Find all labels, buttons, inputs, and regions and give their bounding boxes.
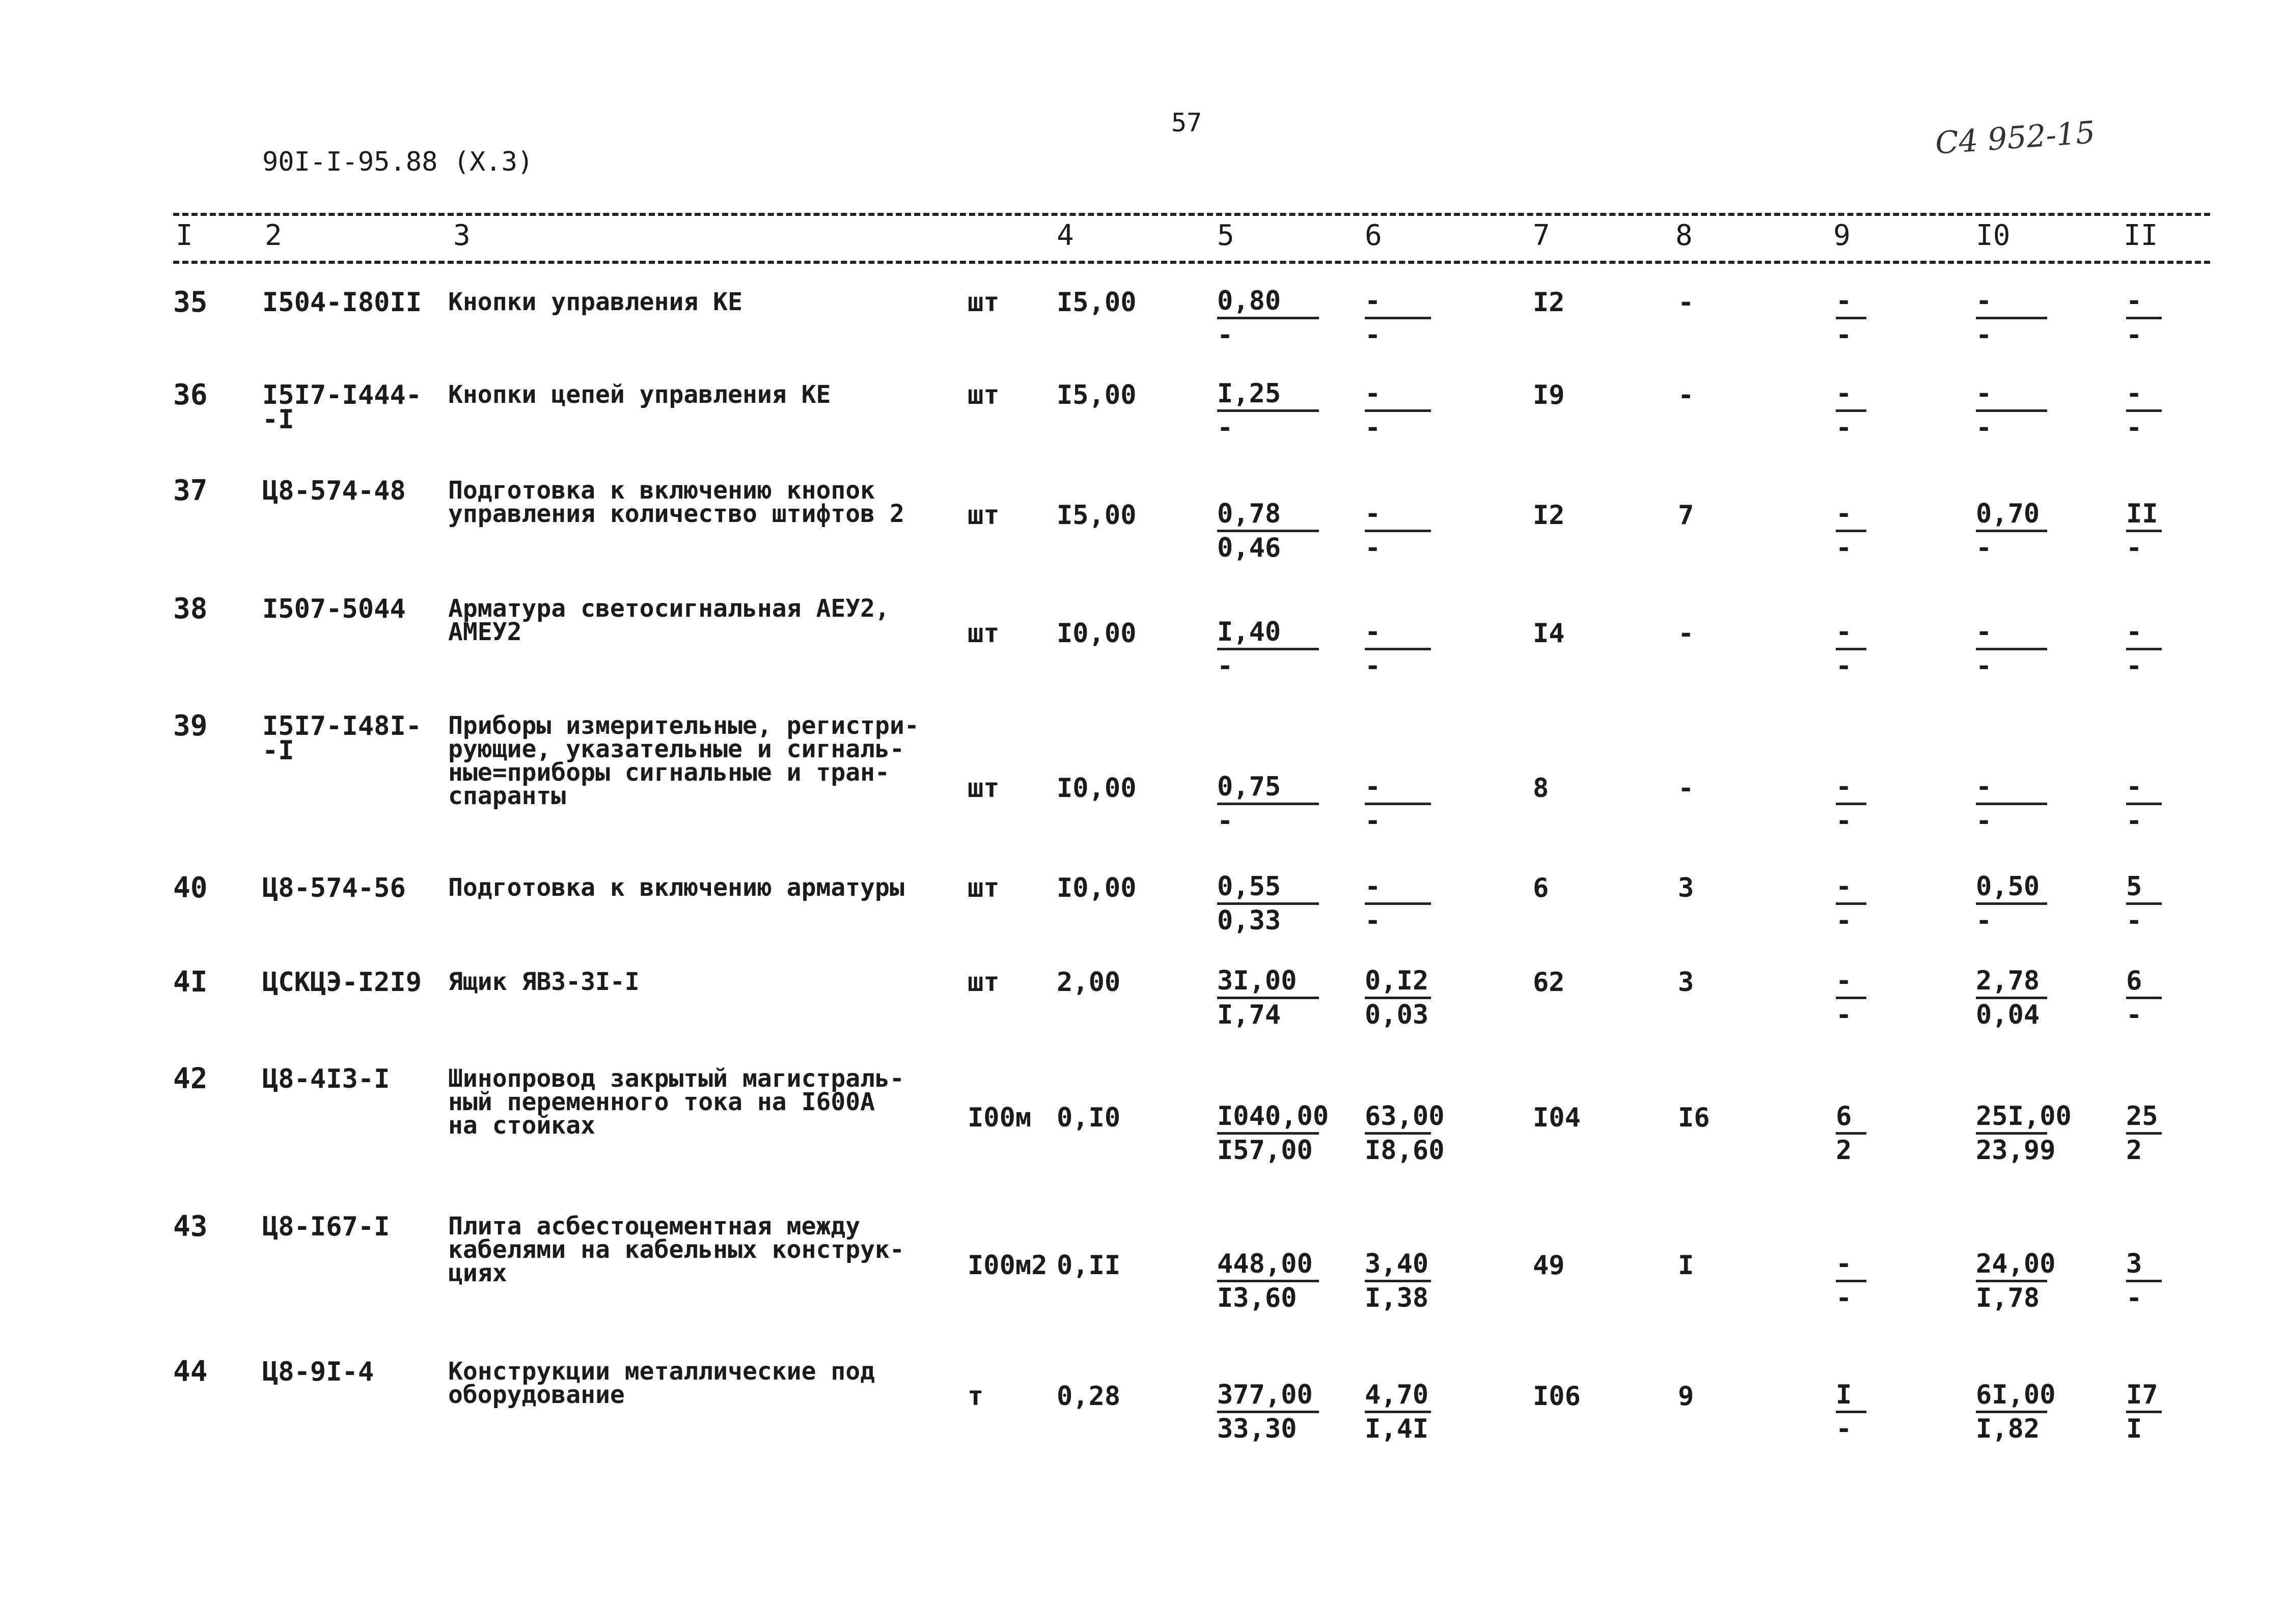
col10-value-bar [1976,1132,2047,1135]
col9-value-denominator: - [1836,1283,1852,1313]
col6-value-denominator: 0,03 [1365,1000,1429,1030]
col6-value-denominator: I,4I [1365,1414,1429,1444]
col6-value [1365,1382,1431,1442]
col10-value [1976,619,2047,679]
col6-value-denominator: - [1365,651,1381,681]
col10-value-numerator: 2,78 [1976,966,2040,996]
col9-value-numerator: - [1836,871,1852,902]
col11-value [2126,288,2162,348]
col11-value-numerator: 5 [2126,871,2142,902]
col9-value-bar [1836,1280,1866,1282]
row-code: Ц8-I67-I [262,1212,390,1242]
col11-value-bar [2126,902,2162,905]
col6-value [1365,1101,1445,1166]
col11-value-denominator: 2 [2126,1135,2142,1166]
row-unit: шт [968,287,1000,318]
col11-value-bar [2126,648,2162,650]
col11-value-numerator: I7 [2126,1380,2158,1410]
row-quantity: 0,I0 [1057,1103,1121,1133]
col11-value-bar [2126,803,2162,805]
col8-value: 3 [1678,873,1694,903]
col9-value-numerator: 6 [1836,1101,1852,1132]
col6-value-bar [1365,648,1431,650]
header-col-7: 7 [1533,219,1550,252]
col5-value-numerator: I,25 [1217,378,1281,409]
col5-value [1217,774,1319,834]
header-col-2: 2 [265,219,282,252]
col6-value-numerator: 4,70 [1365,1380,1429,1410]
col5-value-bar [1217,997,1319,999]
col11-value-numerator: II [2126,499,2158,529]
col7-value: I4 [1533,618,1565,649]
row-unit: шт [968,873,1000,903]
col9-value-bar [1836,648,1866,650]
col9-value [1836,288,1866,348]
col9-value [1836,871,1866,936]
col5-value [1217,1382,1319,1442]
col7-value: I04 [1533,1103,1581,1133]
col8-value: I6 [1678,1103,1710,1133]
col9-value-denominator: - [1836,905,1852,936]
col10-value-denominator: - [1976,806,1992,836]
col10-value-bar [1976,803,2047,805]
row-number: 43 [173,1210,208,1243]
col5-value [1217,871,1319,936]
col6-value [1365,774,1431,834]
col5-value-numerator: 377,00 [1217,1380,1313,1410]
row-quantity: I0,00 [1057,773,1137,804]
col5-value-denominator: 0,33 [1217,905,1281,936]
col10-value [1976,774,2047,834]
col11-value-numerator: 3 [2126,1249,2142,1279]
header-col-6: 6 [1365,219,1382,252]
col7-value: I06 [1533,1381,1581,1412]
col10-value [1976,1380,2056,1444]
col11-value-denominator: - [2126,1000,2142,1030]
col5-value-denominator: 33,30 [1217,1414,1297,1444]
document-code: 90I-I-95.88 (X.3) [262,147,534,177]
col9-value-bar [1836,530,1866,532]
col6-value-denominator: I8,60 [1365,1135,1445,1166]
row-name: Конструкции металлические под оборудование [448,1357,875,1409]
col5-value [1217,501,1319,561]
col9-value-denominator: - [1836,1414,1852,1444]
col10-value-bar [1976,530,2047,532]
row-code: Ц8-9I-4 [262,1357,374,1387]
row-unit: шт [968,380,1000,410]
col10-value [1976,288,2047,348]
col5-value-denominator: I3,60 [1217,1283,1297,1313]
col5-value-denominator: I,74 [1217,1000,1281,1030]
col6-value-bar [1365,1411,1431,1413]
col11-value-bar [2126,1280,2162,1282]
row-quantity: 0,28 [1057,1381,1121,1412]
col9-value-denominator: - [1836,533,1852,563]
col5-value-numerator: 0,75 [1217,772,1281,802]
row-number: 42 [173,1062,208,1095]
col5-value-bar [1217,1411,1319,1413]
col7-value: I9 [1533,380,1565,410]
row-number: 39 [173,709,208,742]
col5-value-numerator: 0,78 [1217,499,1281,529]
col6-value [1365,378,1431,443]
row-unit: шт [968,618,1000,649]
col10-value-numerator: 24,00 [1976,1249,2056,1279]
col6-value [1365,871,1431,936]
col6-value-denominator: - [1365,320,1381,350]
col5-value-denominator: 0,46 [1217,533,1281,563]
header-col-10: I0 [1976,219,2010,252]
col8-value: 7 [1678,500,1694,531]
col6-value-numerator: 3,40 [1365,1249,1429,1279]
row-unit: т [968,1381,984,1412]
col10-value-numerator: - [1976,378,1992,409]
col5-value-denominator: I57,00 [1217,1135,1313,1166]
col9-value [1836,968,1866,1028]
header-col-5: 5 [1217,219,1234,252]
col11-value-denominator: - [2126,905,2142,936]
col10-value [1976,1101,2072,1166]
col9-value-denominator: - [1836,806,1852,836]
row-quantity: 2,00 [1057,967,1121,998]
col9-value [1836,774,1866,834]
col6-value [1365,288,1431,348]
col11-value [2126,501,2162,561]
col5-value [1217,288,1319,348]
col6-value-numerator: - [1365,617,1381,647]
col10-value-bar [1976,1280,2047,1282]
col6-value-numerator: 63,00 [1365,1101,1445,1132]
col10-value-numerator: 0,50 [1976,871,2040,902]
col11-value [2126,871,2162,936]
row-quantity: 0,II [1057,1250,1121,1281]
col10-value-bar [1976,409,2047,412]
header-col-3: 3 [453,219,471,252]
col9-value [1836,378,1866,443]
row-name: Шинопровод закрытый магистраль- ный переменного тока на I600А на стойках [448,1064,904,1140]
col8-value: 9 [1678,1381,1694,1412]
col5-value-denominator: - [1217,320,1233,350]
col6-value-denominator: - [1365,412,1381,443]
col6-value-bar [1365,317,1431,319]
header-col-9: 9 [1833,219,1851,252]
row-quantity: I5,00 [1057,287,1137,318]
col6-value [1365,1251,1431,1311]
row-code: Ц8-574-48 [262,476,406,506]
col5-value-denominator: - [1217,412,1233,443]
col8-value: - [1678,773,1694,804]
col5-value-bar [1217,530,1319,532]
col10-value-denominator: 23,99 [1976,1135,2056,1166]
col6-value-denominator: - [1365,533,1381,563]
row-code: I507-5044 [262,594,406,624]
col9-value [1836,501,1866,561]
page-number: 57 [1171,108,1202,137]
col6-value-bar [1365,1280,1431,1282]
col9-value-bar [1836,1132,1866,1135]
col9-value-bar [1836,317,1866,319]
col10-value-numerator: 6I,00 [1976,1380,2056,1410]
row-unit: шт [968,500,1000,531]
col6-value-bar [1365,902,1431,905]
col6-value-numerator: - [1365,378,1381,409]
row-quantity: I5,00 [1057,500,1137,531]
row-code: I504-I80II [262,287,422,318]
col5-value [1217,1101,1329,1166]
col9-value-denominator: - [1836,412,1852,443]
col11-value-bar [2126,409,2162,412]
col11-value-numerator: - [2126,617,2142,647]
col7-value: I2 [1533,287,1565,318]
row-name: Ящик ЯВЗ-3I-I [448,968,640,996]
row-name: Подготовка к включению кнопок управления количество штифтов 2 [448,476,904,528]
col6-value-bar [1365,803,1431,805]
col6-value [1365,501,1431,561]
col6-value-numerator: 0,I2 [1365,966,1429,996]
col9-value [1836,619,1866,679]
col11-value [2126,1382,2162,1442]
col11-value [2126,1251,2162,1311]
col9-value-numerator: - [1836,378,1852,409]
col9-value-numerator: - [1836,499,1852,529]
col11-value-denominator: - [2126,320,2142,350]
col10-value [1976,871,2047,936]
col6-value [1365,968,1431,1028]
col9-value [1836,1101,1866,1166]
col10-value-bar [1976,648,2047,650]
row-code: I5I7-I444- -I [262,380,422,435]
col10-value-denominator: - [1976,533,1992,563]
col10-value-bar [1976,317,2047,319]
col9-value-numerator: - [1836,286,1852,316]
col9-value-numerator: - [1836,1249,1852,1279]
col5-value [1217,1251,1319,1311]
col11-value-numerator: 25 [2126,1101,2158,1132]
col6-value-numerator: - [1365,499,1381,529]
col6-value [1365,619,1431,679]
col9-value-bar [1836,803,1866,805]
col5-value-bar [1217,1132,1319,1135]
col11-value-numerator: - [2126,772,2142,802]
col9-value-numerator: - [1836,617,1852,647]
col9-value-bar [1836,902,1866,905]
col5-value-numerator: I040,00 [1217,1101,1329,1132]
col10-value-denominator: - [1976,651,1992,681]
col10-value [1976,501,2047,561]
col11-value-denominator: - [2126,806,2142,836]
col10-value-denominator: I,82 [1976,1414,2040,1444]
row-unit: I00м2 [968,1250,1048,1281]
col6-value-bar [1365,1132,1431,1135]
row-name: Плита асбестоцементная между кабелями на кабельных конструк- циях [448,1212,904,1287]
col7-value: 8 [1533,773,1549,804]
header-bottom-rule [173,261,2210,264]
col11-value [2126,774,2162,834]
col6-value-bar [1365,997,1431,999]
col7-value: 62 [1533,967,1565,998]
col11-value-denominator: I [2126,1414,2142,1444]
header-col-11: II [2124,219,2158,252]
col5-value-denominator: - [1217,651,1233,681]
row-number: 38 [173,592,208,625]
row-number: 44 [173,1355,208,1388]
col10-value-denominator: - [1976,905,1992,936]
handwritten-reference: С4 952-15 [1934,115,2097,161]
col10-value-numerator: 0,70 [1976,499,2040,529]
col10-value-numerator: - [1976,286,1992,316]
col7-value: 6 [1533,873,1549,903]
col9-value-bar [1836,997,1866,999]
col6-value-denominator: - [1365,806,1381,836]
row-code: Ц8-4I3-I [262,1064,390,1094]
row-number: 35 [173,286,208,319]
row-code: ЦСКЦЭ-I2I9 [262,967,422,998]
col6-value-numerator: - [1365,772,1381,802]
col9-value-denominator: - [1836,1000,1852,1030]
col5-value-bar [1217,409,1319,412]
col11-value-bar [2126,1132,2162,1135]
col11-value-numerator: - [2126,378,2142,409]
col5-value-bar [1217,902,1319,905]
row-name: Кнопки цепей управления КЕ [448,380,831,409]
col10-value-numerator: - [1976,772,1992,802]
col11-value-denominator: - [2126,533,2142,563]
col5-value-bar [1217,317,1319,319]
col7-value: I2 [1533,500,1565,531]
col6-value-numerator: - [1365,286,1381,316]
row-name: Кнопки управления КЕ [448,288,742,316]
col11-value-numerator: - [2126,286,2142,316]
col9-value-denominator: 2 [1836,1135,1852,1166]
row-unit: шт [968,967,1000,998]
col5-value-bar [1217,803,1319,805]
col11-value [2126,968,2162,1028]
col9-value-bar [1836,1411,1866,1413]
col11-value-bar [2126,317,2162,319]
col11-value-bar [2126,997,2162,999]
col10-value-denominator: - [1976,320,1992,350]
row-quantity: I5,00 [1057,380,1137,410]
col5-value-numerator: 448,00 [1217,1249,1313,1279]
row-code: Ц8-574-56 [262,873,406,903]
header-top-rule [173,213,2210,216]
col8-value: 3 [1678,967,1694,998]
col5-value-numerator: 3I,00 [1217,966,1297,996]
col9-value-denominator: - [1836,320,1852,350]
col10-value [1976,1249,2056,1313]
col11-value-numerator: 6 [2126,966,2142,996]
col9-value-numerator: - [1836,966,1852,996]
col10-value-bar [1976,902,2047,905]
col10-value-denominator: 0,04 [1976,1000,2040,1030]
col9-value-numerator: I [1836,1380,1852,1410]
col8-value: - [1678,618,1694,649]
col11-value-bar [2126,1411,2162,1413]
row-unit: I00м [968,1103,1032,1133]
col11-value-denominator: - [2126,1283,2142,1313]
col9-value-denominator: - [1836,651,1852,681]
col10-value-denominator: I,78 [1976,1283,2040,1313]
col6-value-denominator: I,38 [1365,1283,1429,1313]
col5-value-bar [1217,648,1319,650]
row-code: I5I7-I48I- -I [262,711,422,766]
row-number: 40 [173,871,208,904]
col5-value [1217,619,1319,679]
col10-value-numerator: 25I,00 [1976,1101,2072,1132]
col11-value [2126,1101,2162,1166]
col11-value [2126,619,2162,679]
col6-value-bar [1365,409,1431,412]
col5-value-bar [1217,1280,1319,1282]
row-quantity: I0,00 [1057,873,1137,903]
col11-value-bar [2126,530,2162,532]
header-col-1: I [176,219,193,252]
col5-value-denominator: - [1217,806,1233,836]
col10-value [1976,378,2047,443]
col7-value: 49 [1533,1250,1565,1281]
row-number: 37 [173,474,208,507]
col5-value [1217,378,1319,443]
col11-value-denominator: - [2126,412,2142,443]
col5-value-numerator: I,40 [1217,617,1281,647]
header-col-8: 8 [1675,219,1693,252]
col8-value: I [1678,1250,1694,1281]
col6-value-denominator: - [1365,905,1381,936]
col9-value [1836,1382,1866,1442]
col11-value-denominator: - [2126,651,2142,681]
col5-value-numerator: 0,80 [1217,286,1281,316]
col8-value: - [1678,287,1694,318]
header-col-4: 4 [1057,219,1074,252]
col8-value: - [1678,380,1694,410]
col10-value-numerator: - [1976,617,1992,647]
col6-value-numerator: - [1365,871,1381,902]
col6-value-bar [1365,530,1431,532]
row-number: 36 [173,378,208,411]
row-name: Приборы измерительные, регистри- рующие, указательные и сигналь- ные=приборы сигнальные и тран- спаранты [448,711,919,810]
col11-value [2126,378,2162,443]
col9-value [1836,1251,1866,1311]
col10-value-bar [1976,997,2047,999]
row-quantity: I0,00 [1057,618,1137,649]
col10-value [1976,968,2047,1028]
col5-value-numerator: 0,55 [1217,871,1281,902]
col9-value-numerator: - [1836,772,1852,802]
col5-value [1217,968,1319,1028]
row-name: Арматура светосигнальная АЕУ2, АМЕУ2 [448,594,890,646]
col9-value-bar [1836,409,1866,412]
col10-value-bar [1976,1411,2047,1413]
row-name: Подготовка к включению арматуры [448,873,904,902]
row-number: 4I [173,966,208,999]
row-unit: шт [968,773,1000,804]
col10-value-denominator: - [1976,412,1992,443]
